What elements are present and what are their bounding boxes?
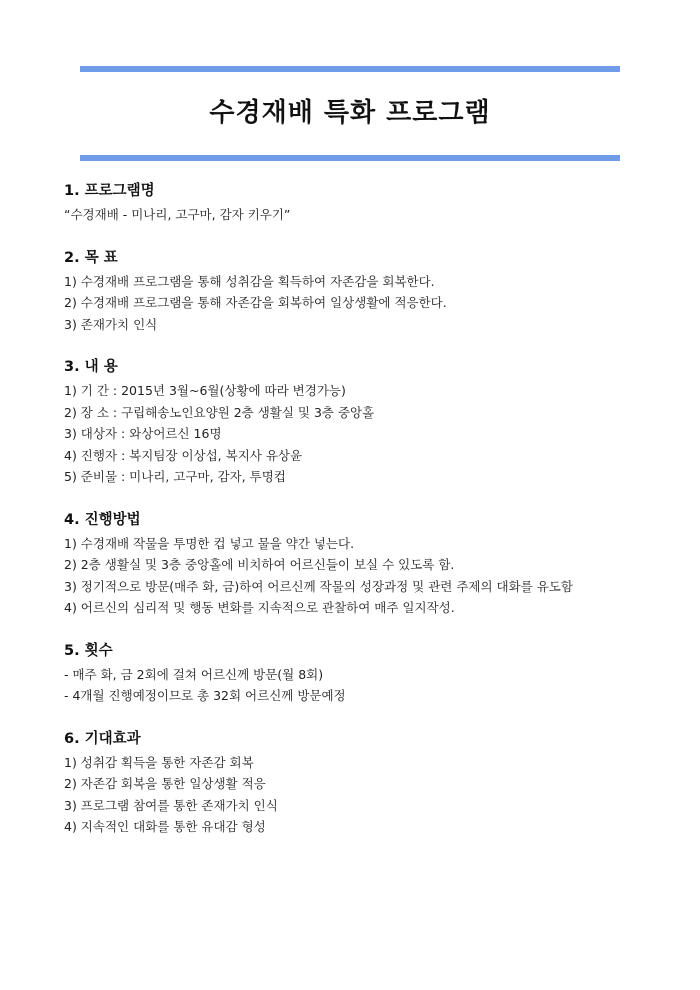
section-line: 3) 대상자 : 와상어르신 16명 [64,426,222,441]
section-line: 4) 지속적인 대화를 통한 유대감 형성 [64,819,266,834]
section-line: 3) 프로그램 참여를 통한 존재가치 인식 [64,797,278,813]
section-line: 1) 수경재배 프로그램을 통해 성취감을 획득하여 자존감을 회복한다. [64,273,435,289]
section-line: - 4개월 진행예정이므로 총 32회 어르신께 방문예정 [64,688,346,703]
section-heading: 4. 진행방법 [64,511,141,528]
section-line: 2) 자존감 회복을 통한 일상생활 적응 [64,776,266,791]
section-line: 2) 2층 생활실 및 3층 중앙홀에 비치하여 어르신들이 보실 수 있도록 함. [64,557,455,572]
section-expected-effects [64,729,664,838]
section-frequency [64,641,664,707]
section-line: - 매주 화, 금 2회에 걸쳐 어르신께 방문(월 8회) [64,666,324,682]
section-line: 2) 장 소 : 구립해송노인요양원 2층 생활실 및 3층 중앙홀 [64,404,375,420]
bottom-title-rule [80,155,620,161]
top-title-rule [80,66,620,72]
section-line: 2) 수경재배 프로그램을 통해 자존감을 회복하여 일상생활에 적응한다. [64,295,447,310]
section-heading: 5. 횟수 [64,642,113,659]
section-contents [64,357,664,488]
section-line: 1) 성취감 획득을 통한 자존감 회복 [64,754,254,770]
section-heading: 2. 목 표 [64,249,118,266]
section-method [64,510,664,619]
section-line: 4) 진행자 : 복지팀장 이상섭, 복지사 유상윤 [64,447,303,463]
section-heading: 3. 내 용 [64,359,118,375]
section-heading: 6. 기대효과 [64,730,141,747]
page-title: 수경재배 특화 프로그램 [209,98,491,128]
section-heading: 1. 프로그램명 [64,183,155,199]
section-line: “수경재배 - 미나리, 고구마, 감자 키우기” [64,207,291,222]
section-line: 4) 어르신의 심리적 및 행동 변화를 지속적으로 관찰하여 매주 일지작성. [64,600,455,615]
section-line: 5) 준비물 : 미나리, 고구마, 감자, 투명컵 [64,469,286,484]
section-line: 3) 정기적으로 방문(매주 화, 금)하여 어르신께 작물의 성장과정 및 관련 주제의 대화를 유도함 [64,578,573,594]
document-body [64,181,664,860]
section-line: 1) 수경재배 작물을 투명한 컵 넣고 물을 약간 넣는다. [64,535,355,551]
section-line: 3) 존재가치 인식 [64,316,158,332]
section-goals [64,248,664,336]
section-program-name [64,181,664,226]
section-line: 1) 기 간 : 2015년 3월~6월(상황에 따라 변경가능) [64,383,346,398]
